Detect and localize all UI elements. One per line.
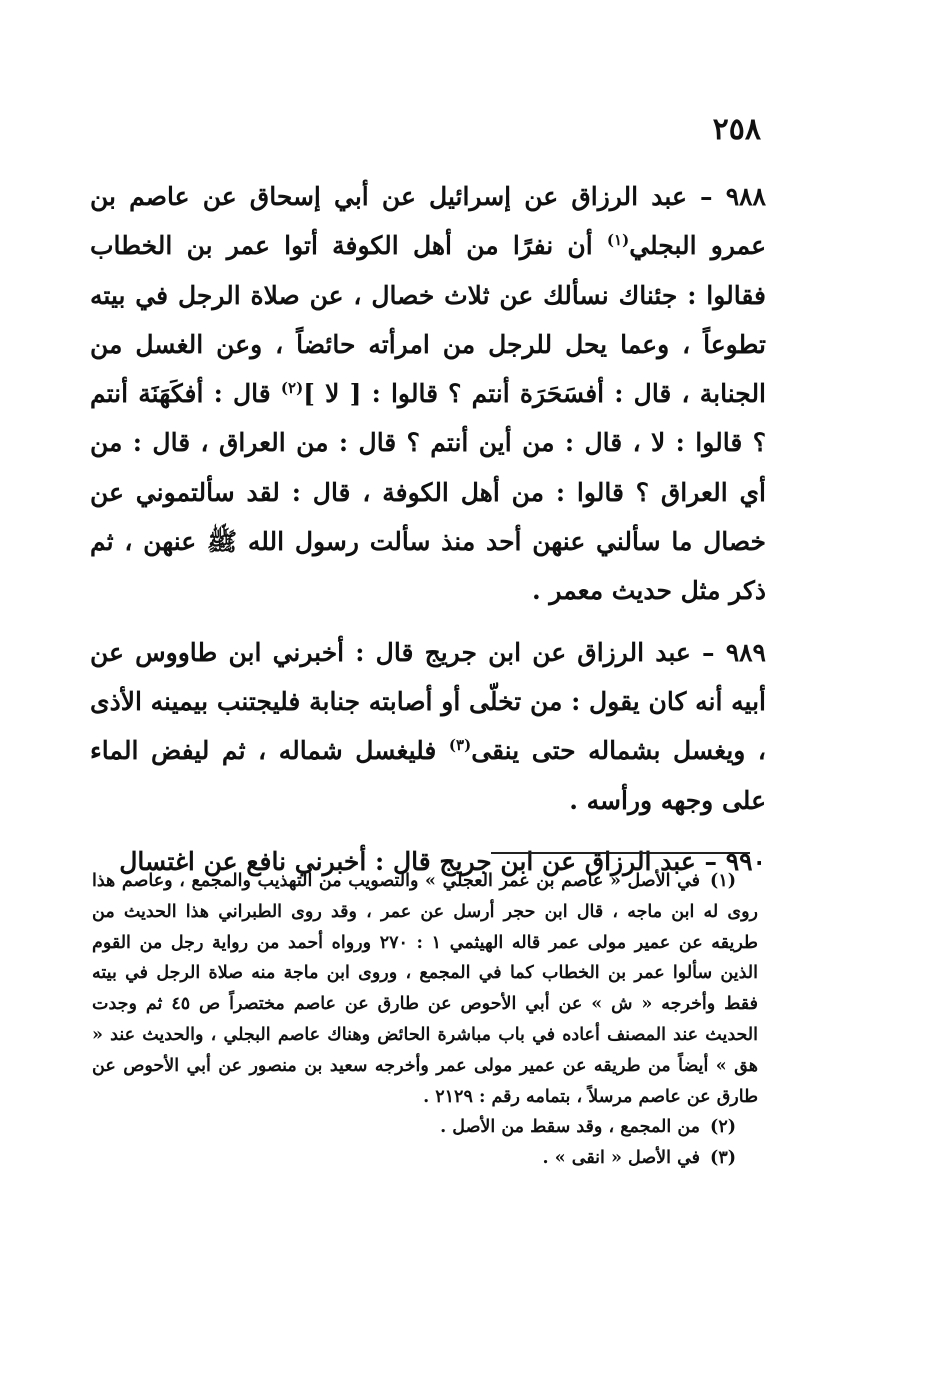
- footnote-text: في الأصل « عاصم بن عمر العجلي » والتصويب من التهذيب والمجمع ، وعاصم هذا روى له ابن ماجه ، قال ابن حجر أرسل عن عمر ، وقد روى الطبراني هذا الحديث من طريقه عن عمير مولى عمر قاله الهيثمي ١ : ٢٧٠ ورواه أحمد من رواية رجل من القوم الذين سألوا عمر بن الخطاب كما في المجمع ، وروى ابن ماجة منه صلاة الرجل في بيته فقط وأخرجه « ش » عن أبي الأحوص عن طارق عن عاصم مختصراً ص ٤٥ ثم وجدت الحديث عند المصنف أعاده في باب مباشرة الحائض وهناك عاصم البجلي ، والحديث عند « هق » أيضاً من طريقه عن عمير مولى عمر وأخرجه سعيد بن منصور عن أبي الأحوص عن طارق عن عاصم مرسلاً ، بتمامه رقم : ٢١٢٩ .: [92, 871, 759, 1107]
- main-text: [90, 172, 766, 898]
- footnote-text: في الأصل « انقى » .: [542, 1148, 701, 1169]
- hadith-number: ٩٨٨: [725, 182, 766, 211]
- hadith-989: [90, 628, 766, 825]
- hadith-988: [90, 172, 766, 616]
- hadith-text: – عبد الرزاق عن ابن جريج قال : أخبرني ابن طاووس عن أبيه أنه كان يقول : من تخلّى أو أصابته جنابة فليجتنب بيمينه الأذى ، ويغسل بشماله حتى ينقى: [90, 637, 766, 766]
- hadith-number: ٩٨٩: [725, 637, 766, 667]
- footnote-ref: (١): [606, 231, 630, 250]
- hadith-text: فليغسل شماله ، ثم ليفض الماء على وجهه ورأسه .: [90, 736, 766, 815]
- hadith-number: ٩٩٠: [725, 846, 766, 876]
- hadith-text: – عبد الرزاق عن إسرائيل عن أبي إسحاق عن عاصم بن عمرو البجلي: [90, 182, 766, 261]
- footnote-ref: (٣): [448, 736, 472, 755]
- footnote-mark: (٢): [710, 1117, 736, 1138]
- hadith-text: أن نفرًا من أهل الكوفة أتوا عمر بن الخطاب فقالوا : جئناك نسألك عن ثلاث خصال ، عن صلاة الرجل في بيته تطوعاً ، وعما يحل للرجل من امرأته حائضاً ، وعن الغسل من الجنابة ، قال : أفسَحَرَة أنتم ؟ قالوا : [ لا ]: [90, 231, 767, 409]
- footnote-mark: (٣): [710, 1148, 736, 1169]
- footnote-3: [92, 1143, 758, 1174]
- hadith-text: قال : أفكَهَنَة أنتم ؟ قالوا : لا ، قال : من أين أنتم ؟ قال : من العراق ، قال : من أي العراق ؟ قالوا : من أهل الكوفة ، قال : لقد سألتموني عن خصال ما سألني عنهن أحد منذ سألت رسول الله ﷺ عنهن ، ثم ذكر مثل حديث معمر .: [90, 379, 766, 606]
- footnote-1: [92, 866, 758, 1112]
- footnote-text: من المجمع ، وقد سقط من الأصل .: [440, 1117, 701, 1138]
- hadith-text: – عبد الرزاق عن ابن جريج قال : أخبرني نافع عن اغتسال: [119, 846, 717, 876]
- footnote-2: [92, 1112, 758, 1143]
- page-number: ٢٥٨: [712, 112, 761, 147]
- footnotes: [92, 866, 758, 1174]
- footnote-separator: [491, 852, 750, 854]
- footnote-mark: (١): [710, 871, 736, 891]
- footnote-ref: (٢): [280, 379, 304, 398]
